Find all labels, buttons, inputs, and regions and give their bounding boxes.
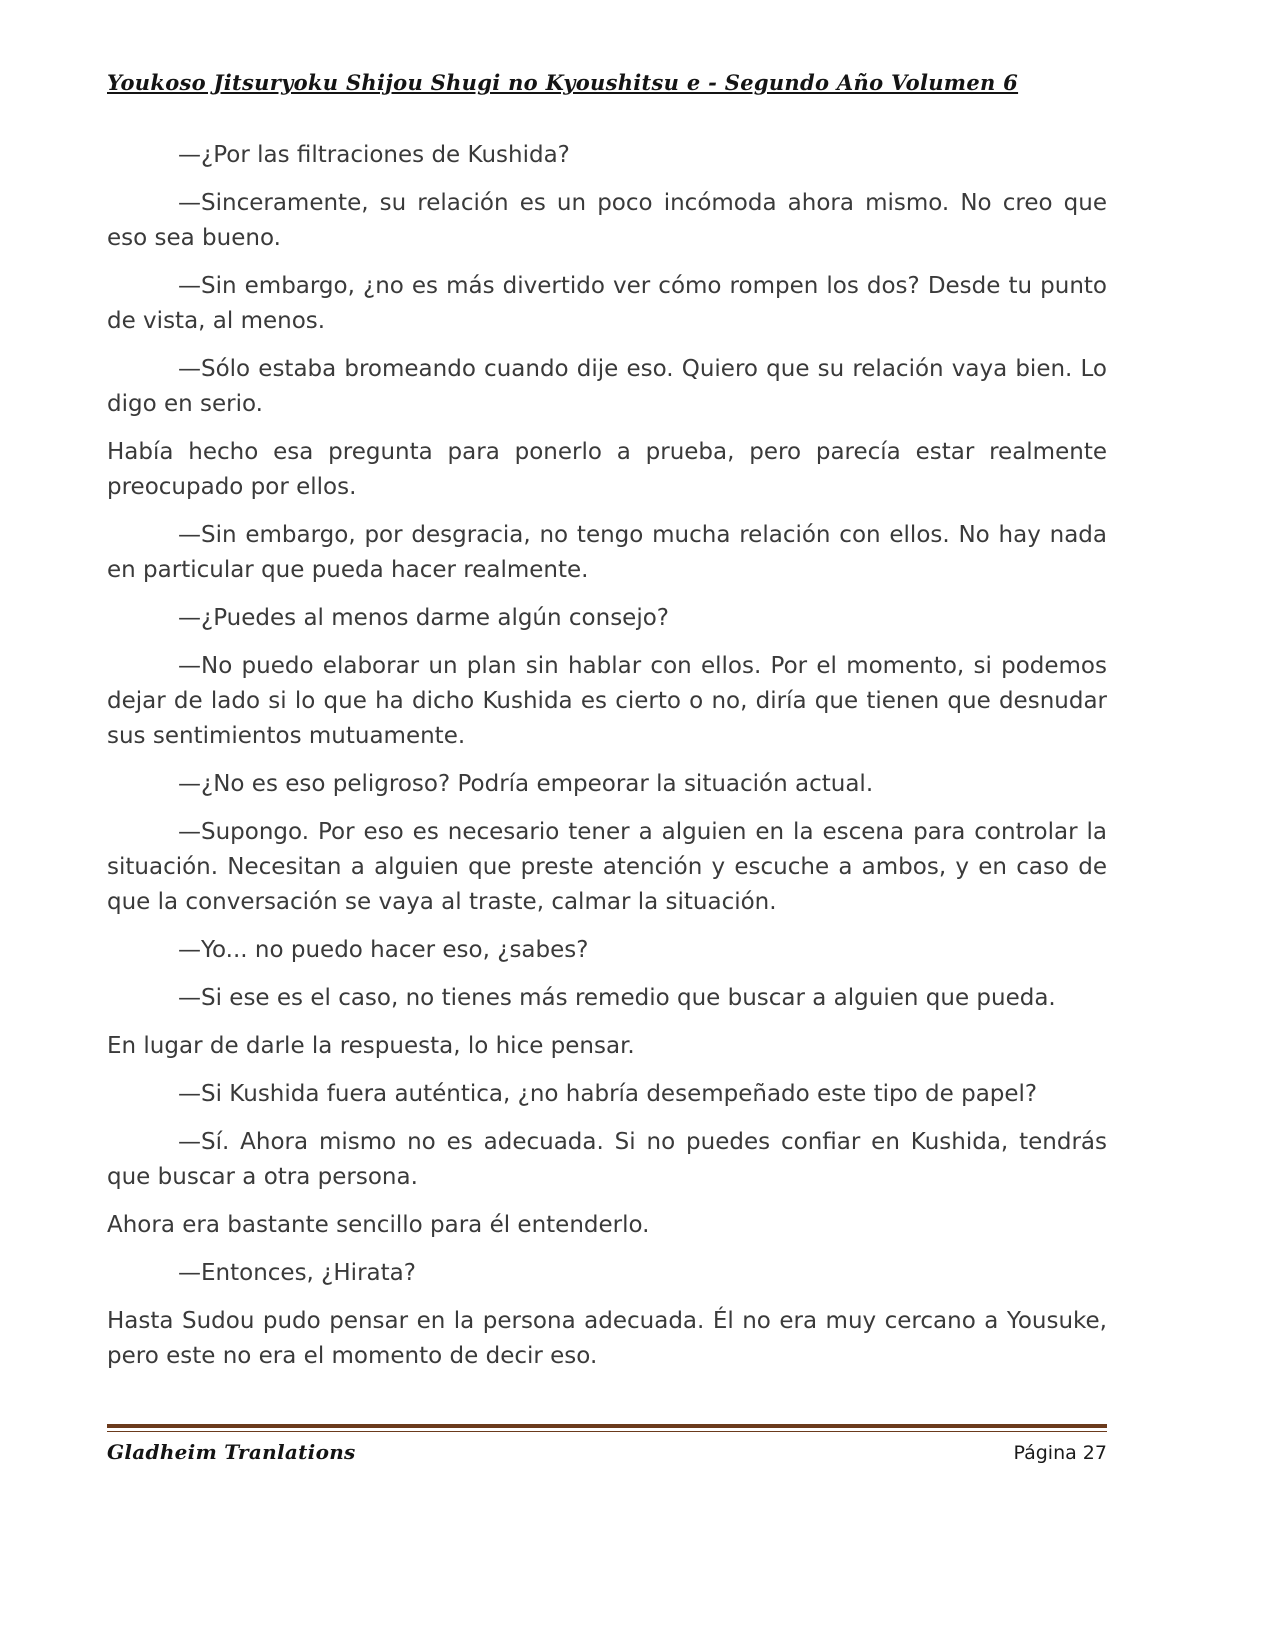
paragraph: —¿Por las filtraciones de Kushida? <box>178 142 570 168</box>
paragraph: —¿Puedes al menos darme algún consejo? <box>178 605 669 631</box>
paragraph: En lugar de darle la respuesta, lo hice pensar. <box>107 1033 635 1059</box>
paragraph: —Entonces, ¿Hirata? <box>178 1260 416 1286</box>
paragraph: —Supongo. Por eso es necesario tener a alguien en la escena para controlar la situación. Necesitan a alguien que preste atención y escuche a ambos, y en caso de que la conversación se vaya al traste, calmar la situación. <box>107 819 1107 915</box>
paragraph: —Sinceramente, su relación es un poco incómoda ahora mismo. No creo que eso sea bueno. <box>107 190 1107 251</box>
paragraph: Hasta Sudou pudo pensar en la persona adecuada. Él no era muy cercano a Yousuke, pero este no era el momento de decir eso. <box>107 1308 1107 1369</box>
footer-rule <box>107 1424 1107 1432</box>
paragraph: Había hecho esa pregunta para ponerlo a prueba, pero parecía estar realmente preocupado por ellos. <box>107 439 1107 500</box>
paragraph: —Sí. Ahora mismo no es adecuada. Si no puedes confiar en Kushida, tendrás que buscar a otra persona. <box>107 1129 1107 1190</box>
header-title: Youkoso Jitsuryoku Shijou Shugi no Kyoushitsu e - Segundo Año Volumen 6 <box>107 70 1019 95</box>
paragraph: —Si Kushida fuera auténtica, ¿no habría desempeñado este tipo de papel? <box>178 1081 1038 1107</box>
page-number: Página 27 <box>1013 1442 1107 1464</box>
paragraph: —Sin embargo, ¿no es más divertido ver cómo rompen los dos? Desde tu punto de vista, al menos. <box>107 273 1107 334</box>
paragraph: Ahora era bastante sencillo para él entenderlo. <box>107 1212 650 1238</box>
paragraph: —No puedo elaborar un plan sin hablar con ellos. Por el momento, si podemos dejar de lado si lo que ha dicho Kushida es cierto o no, diría que tienen que desnudar sus sentimientos mutuamente. <box>107 653 1107 749</box>
document-footer <box>107 1440 1107 1464</box>
document-body <box>107 138 1107 1387</box>
paragraph: —Si ese es el caso, no tienes más remedio que buscar a alguien que pueda. <box>178 985 1056 1011</box>
paragraph: —¿No es eso peligroso? Podría empeorar la situación actual. <box>178 771 874 797</box>
translator-credit: Gladheim Tranlations <box>107 1440 356 1464</box>
paragraph: —Sólo estaba bromeando cuando dije eso. Quiero que su relación vaya bien. Lo digo en serio. <box>107 356 1107 417</box>
paragraph: —Yo... no puedo hacer eso, ¿sabes? <box>178 937 589 963</box>
document-header <box>107 70 1107 95</box>
paragraph: —Sin embargo, por desgracia, no tengo mucha relación con ellos. No hay nada en particular que pueda hacer realmente. <box>107 522 1107 583</box>
